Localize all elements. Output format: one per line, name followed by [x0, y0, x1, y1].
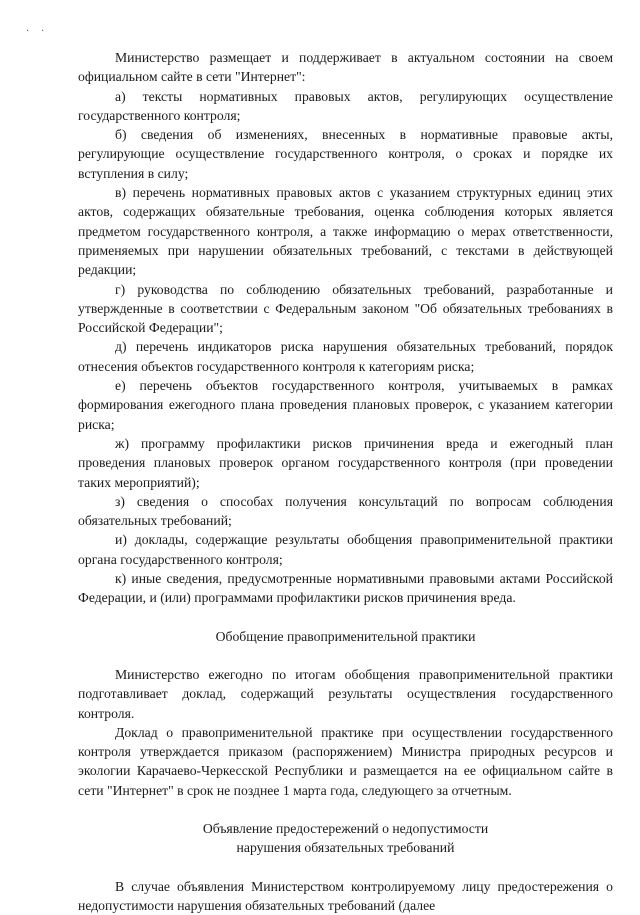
section-heading-warnings-line2: нарушения обязательных требований: [236, 840, 455, 856]
section-spacer: [78, 608, 613, 627]
list-item-z: з) сведения о способах получения консультаций по вопросам соблюдения обязательных требований;: [78, 493, 613, 529]
section-spacer: [78, 858, 613, 877]
list-item-i: и) доклады, содержащие результаты обобщения правоприменительной практики органа государственного контроля;: [78, 532, 613, 567]
document-page: [78, 48, 613, 915]
section-heading-warnings: [78, 819, 613, 858]
list-item-a: а) тексты нормативных правовых актов, регулирующих осуществление государственного контроля;: [78, 88, 613, 123]
list-item-g: г) руководства по соблюдению обязательных требований, разработанные и утвержденные в соответствии с Федеральным законом "Об обязательных требованиях в Российской Федерации";: [78, 281, 613, 336]
practice-paragraph-1: Министерство ежегодно по итогам обобщения правоприменительной практики подготавливает доклад, содержащий результаты осуществления государственного контроля.: [78, 666, 613, 721]
list-item-v: в) перечень нормативных правовых актов с указанием структурных единиц этих актов, содержащих обязательные требования, оценка соблюдения которых является предметом государственного контроля, а также информацию о мерах ответственности, применяемых при нарушении обязательных требований, с текстами в действующей редакции;: [78, 185, 613, 278]
practice-paragraph-2: Доклад о правоприменительной практике при осуществлении государственного контроля утверждается приказом (распоряжением) Министра природных ресурсов и экологии Карачаево-Черкесской Республики и размещается на ее официальном сайте в сети "Интернет" в срок не позднее 1 марта года, следующего за отчетным.: [78, 724, 613, 798]
section-heading-warnings-line1: Объявление предостережений о недопустимости: [202, 820, 489, 836]
intro-paragraph: Министерство размещает и поддерживает в актуальном состоянии на своем официальном сайте в сети "Интернет":: [78, 50, 613, 85]
warnings-paragraph: В случае объявления Министерством контролируемому лицу предостережения о недопустимости нарушения обязательных требований (далее: [78, 878, 613, 913]
scan-artifact-dots: ··: [26, 26, 57, 37]
list-item-k: к) иные сведения, предусмотренные нормативными правовыми актами Российской Федерации, и (или) программами профилактики рисков причинения вреда.: [78, 571, 613, 606]
list-item-e: е) перечень объектов государственного контроля, учитываемых в рамках формирования ежегодного плана проведения плановых проверок, с указанием категории риска;: [78, 378, 613, 432]
section-heading-practice: Обобщение правоприменительной практики: [215, 628, 476, 644]
section-spacer: [78, 800, 613, 819]
list-item-d: д) перечень индикаторов риска нарушения обязательных требований, порядок отнесения объектов государственного контроля к категориям риска;: [78, 339, 613, 374]
section-spacer: [78, 646, 613, 665]
list-item-zh: ж) программу профилактики рисков причинения вреда и ежегодный план проведения плановых проверок органом государственного контроля (при проведении таких мероприятий);: [78, 435, 613, 490]
list-item-b: б) сведения об изменениях, внесенных в нормативные правовые акты, регулирующие осуществление государственного контроля, о сроках и порядке их вступления в силу;: [78, 127, 613, 181]
